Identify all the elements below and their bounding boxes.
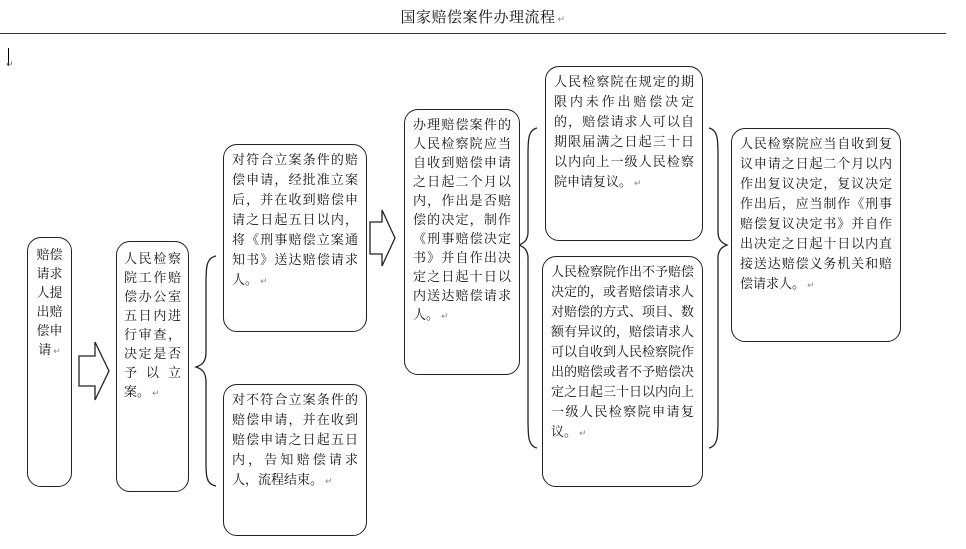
brace-split-1	[196, 256, 216, 486]
arrow-right-2	[370, 210, 395, 266]
page-title: 国家赔偿案件办理流程 ↵	[400, 8, 566, 26]
brace-split-2	[519, 128, 537, 448]
arrow-right-1	[79, 342, 109, 400]
case-rejected-box: 对不符合立案条件的赔偿申请，并在收到赔偿申请之日起五日内，告知赔偿请求人，流程结束。 ↵	[223, 384, 367, 536]
office-review-box: 人民检察院工作赔偿办公室五日内进行审查，决定是否予以立案。 ↵	[116, 241, 189, 492]
no-decision-box: 人民检察院在规定的期限内未作出赔偿决定的，赔偿请求人可以自期限届满之日起三十日以内向上一级人民检察院申请复议。 ↵	[545, 66, 703, 241]
decision-box: 办理赔偿案件的人民检察院应当自收到赔偿申请之日起二个月以内，作出是否赔偿的决定，制作《刑事赔偿决定书》并自作出决定之日起十日以内送达赔偿请求人。 ↵	[404, 109, 520, 375]
review-decision-box: 人民检察院应当自收到复议申请之日起二个月以内作出复议决定，复议决定作出后，应当制作《刑事赔偿复议决定书》并自作出决定之日起十日以内直接送达赔偿义务机关和赔偿请求人。 ↵	[731, 128, 901, 342]
objection-box: 人民检察院作出不予赔偿决定的，或者赔偿请求人对赔偿的方式、项目、数额有异议的，赔偿请求人可以自收到人民检察院作出的赔偿或者不予赔偿决定之日起三十日以内向上一级人民检察院申请复议。 ↵	[542, 256, 703, 487]
brace-merge-1	[709, 128, 727, 448]
case-accepted-box: 对符合立案条件的赔偿申请，经批准立案后，并在收到赔偿申请之日起五日以内，将《刑事赔偿立案通知书》送达赔偿请求人。 ↵	[223, 144, 367, 332]
applicant-box: 赔偿请求人提出赔偿申请 ↵	[27, 237, 72, 487]
paragraph-mark: ↵	[6, 60, 14, 70]
